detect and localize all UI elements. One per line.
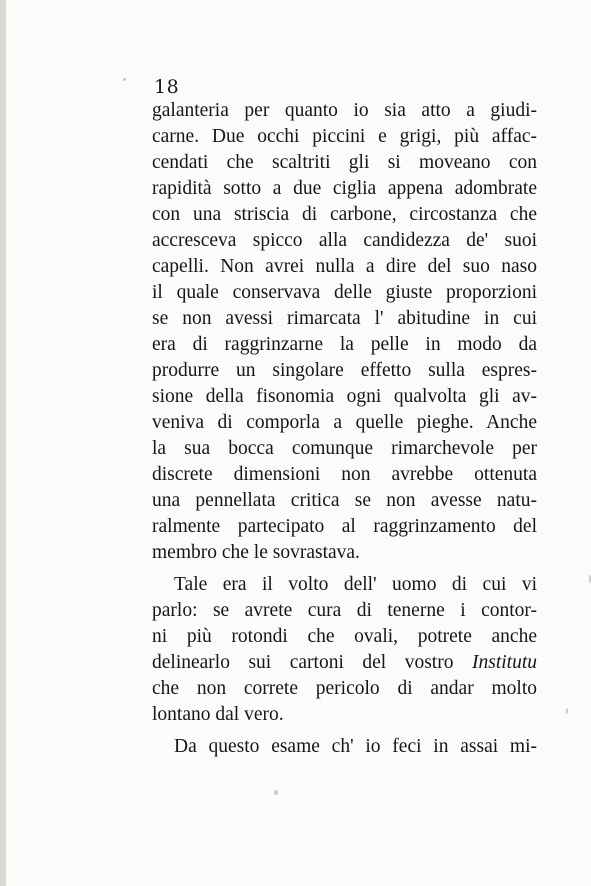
text-line: Da questo esame ch' io feci in assai mi- (174, 736, 537, 757)
text-line: ralmente partecipato al raggrinzamento del (152, 516, 537, 537)
text-line: sione della fisonomia ogni qualvolta gli av- (152, 386, 537, 407)
text-line: produrre un singolare effetto sulla espres- (152, 360, 537, 381)
page-number: 18 (154, 76, 180, 98)
text-line: cendati che scaltriti gli si moveano con (152, 152, 537, 173)
text-line: la sua bocca comunque rimarchevole per (152, 438, 537, 459)
scan-speck (274, 790, 278, 795)
text-line: era di raggrinzarne la pelle in modo da (152, 334, 537, 355)
italic-title: Institutu (471, 652, 537, 673)
scan-speck (566, 708, 568, 714)
text-line-with-italic (152, 650, 537, 676)
text-line: Tale era il volto dell' uomo di cui vi (174, 574, 537, 595)
text-line: rapidità sotto a due ciglia appena adombrate (152, 178, 537, 199)
text-line: il quale conservava delle giuste proporzioni (152, 282, 537, 303)
body-text (152, 98, 537, 760)
text-line: che non correte pericolo di andar molto (152, 678, 537, 699)
text-line: se non avessi rimarcata l' abitudine in cui (152, 308, 537, 329)
text-line: carne. Due occhi piccini e grigi, più affac- (152, 126, 537, 147)
text-line: membro che le sovrastava. (152, 542, 360, 563)
text-line: accresceva spicco alla candidezza de' suoi (152, 230, 537, 251)
text-line: discrete dimensioni non avrebbe ottenuta (152, 464, 537, 485)
text-line: capelli. Non avrei nulla a dire del suo naso (152, 256, 537, 277)
text-line: lontano dal vero. (152, 704, 284, 725)
text-line: ni più rotondi che ovali, potrete anche (152, 626, 537, 647)
text-line: veniva di comporla a quelle pieghe. Anche (152, 412, 537, 433)
text-line: una pennellata critica se non avesse natu- (152, 490, 537, 511)
text-line: parlo: se avrete cura di tenerne i contor- (152, 600, 537, 621)
paragraph-2 (152, 572, 537, 728)
text-line: galanteria per quanto io sia atto a giudi- (152, 100, 537, 121)
scan-speck (123, 78, 126, 81)
paragraph-3 (152, 734, 537, 760)
text-line: con una striscia di carbone, circostanza che (152, 204, 537, 225)
paragraph-1 (152, 98, 537, 566)
text-line-segment: delinearlo sui cartoni del vostro (152, 652, 454, 673)
